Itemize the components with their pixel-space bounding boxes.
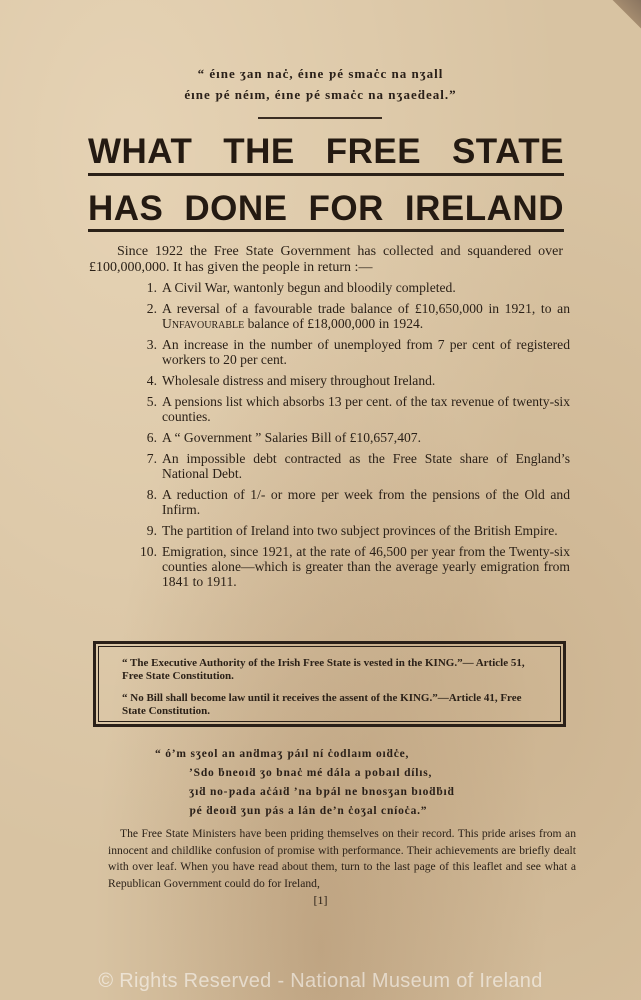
item-text: A “ Government ” Salaries Bill of £10,657,407. (162, 430, 421, 445)
poem-line: “ ó’m sʒeol an anḋmaʒ ƿáıl ní ċodlaım oıḋċe, (155, 748, 410, 760)
copyright-watermark: © Rights Reserved - National Museum of Ireland (98, 970, 543, 992)
headline-line1 (88, 132, 564, 172)
grievance-list (129, 280, 570, 595)
item-text: A reduction of 1/- or more per week from the pensions of the Old and Infirm. (162, 487, 570, 517)
item-text (162, 301, 570, 331)
item-text: An impossible debt contracted as the Free State share of England’s National Debt. (162, 451, 570, 481)
item-number: 1. (146, 280, 157, 295)
gaelic-motto (0, 63, 641, 105)
list-item (129, 337, 570, 367)
item-text: The partition of Ireland into two subject provinces of the British Empire. (162, 523, 558, 538)
gaelic-motto-line1: “ éıne ʒan naċ, éıne ƿé smaċc na nʒall (197, 66, 444, 81)
item-text: A Civil War, wantonly begun and bloodily completed. (162, 280, 456, 295)
list-item (129, 487, 570, 517)
poem-line: ʒıḋ no-ƿada aċáıḋ ’na bƿál ne bnosʒan bıoḋḃıḋ (189, 786, 455, 798)
item-number: 2. (146, 301, 157, 316)
poem-line: ’Sdo ḃneoıḋ ʒo bnaċ mé dála a pobaıl dílıs, (189, 767, 433, 779)
item-text: An increase in the number of unemployed from 7 per cent of registered workers to 20 per cent. (162, 337, 570, 367)
list-item (129, 373, 570, 388)
item-number: 10. (140, 544, 157, 559)
item-text: A pensions list which absorbs 13 per cent. of the tax revenue of twenty-six counties. (162, 394, 570, 424)
item-text-part: A reversal of a favourable trade balance of £10,650,000 in 1921, to an (162, 301, 570, 316)
list-item (129, 280, 570, 295)
headline-word: THE (223, 132, 295, 171)
headline-word: WHAT (88, 132, 193, 171)
divider-rule (258, 117, 382, 119)
item-text: Emigration, since 1921, at the rate of 46,500 per year from the Twenty-six counties alone—which is greater than the average yearly emigration from 1841 to 1911. (162, 544, 570, 589)
page-number: [1] (313, 893, 328, 907)
headline-word: DONE (184, 189, 288, 228)
constitution-quote: “ The Executive Authority of the Irish Free State is vested in the KING.”— Article 51, Free State Constitution. (122, 657, 525, 682)
list-item (129, 394, 570, 424)
headline-underline (88, 173, 564, 176)
item-text: Wholesale distress and misery throughout Ireland. (162, 373, 436, 388)
headline-word: FREE (325, 132, 422, 171)
list-item (129, 451, 570, 481)
constitution-quote: “ No Bill shall become law until it receives the assent of the KING.”—Article 41, Free State Constitution. (122, 692, 522, 717)
headline-word: STATE (451, 132, 564, 171)
list-item (129, 544, 570, 589)
closing-paragraph: The Free State Ministers have been priding themselves on their record. This pride arises from an innocent and childlike confusion of promise with performance. Their achievements are briefly dealt with over leaf. When you have read about them, turn to the last page of this leaflet and see what a Republican Government could do for Ireland, (108, 827, 576, 890)
intro-paragraph: Since 1922 the Free State Government has collected and squandered over £100,000,000. It has given the people in return :— (89, 244, 563, 275)
torn-corner (601, 0, 641, 40)
gaelic-poem (155, 745, 515, 821)
list-item (129, 430, 570, 445)
item-emphasis: Unfavourable (162, 316, 245, 331)
item-number: 5. (146, 394, 157, 409)
item-number: 4. (146, 373, 157, 388)
headline-word: FOR (308, 189, 384, 228)
item-number: 3. (146, 337, 157, 352)
list-item (129, 523, 570, 538)
item-number: 6. (146, 430, 157, 445)
item-number: 8. (146, 487, 157, 502)
item-text-part: balance of £18,000,000 in 1924. (244, 316, 424, 331)
headline-underline (88, 229, 564, 232)
headline-line2 (88, 189, 564, 229)
gaelic-motto-line2: éıne ƿé néım, éıne ƿé smaċc na nʒaeḋeal.” (184, 87, 457, 102)
constitution-quote-box (93, 641, 566, 727)
list-item (129, 301, 570, 331)
headline-word: HAS (88, 189, 164, 228)
item-number: 9. (146, 523, 157, 538)
headline-word: IRELAND (404, 189, 564, 228)
poem-line: ƿé ḋeoıḋ ʒun ƿás a lán de’n ċoʒal cníoċa.” (189, 805, 428, 817)
item-number: 7. (146, 451, 157, 466)
